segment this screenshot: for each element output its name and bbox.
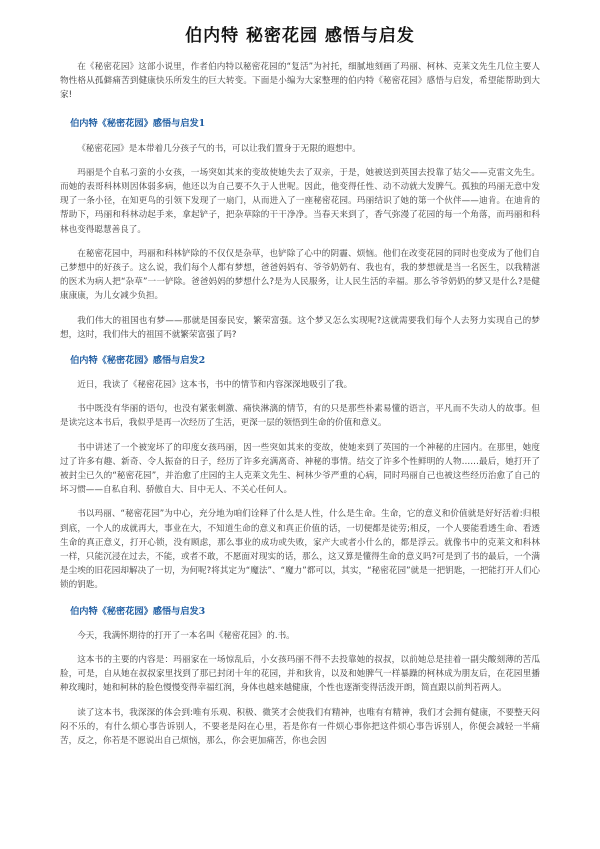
section3-paragraph-1: 今天，我满怀期待的打开了一本名叫《秘密花园》的.书。 [77,630,295,641]
section1-paragraph-1: 《秘密花园》是本带着几分孩子气的书，可以让我们置身于无限的遐想中。 [77,143,361,154]
section2-paragraph-2: 书中既没有华丽的语句，也没有紧张刺激、痛快淋漓的情节，有的只是那些朴素易懂的语言，平凡而不失动人的故事。但是读完这本书后，我似乎是再一次经历了生活，更深一层的领悟到生命的价值和意义。 [60,404,540,429]
section2-paragraph-1: 近日，我读了《秘密花园》这本书，书中的情节和内容深深地吸引了我。 [77,380,353,391]
section1-paragraph-2: 玛丽是个自私刁蛮的小女孩，一场突如其来的变故使她失去了双亲，于是，她被送到英国去投靠了姑父——克雷文先生。而她的表哥科林则因体弱多病，他还以为自己要不久于人世呢。因此，他变得任性、动不动就大发脾气。孤独的玛丽无意中发现了一条小径，在知更鸟的引领下发现了一扇门，从而进入了一座秘密花园。玛丽结识了她的第一个伙伴——迪肯。在迪肯的帮助下，玛丽和科林动起手来，拿起铲子，把杂草除的干干净净。当春天来到了，香气弥漫了花园的每一个角落，而玛丽和科林也变得聪慧善良了。 [60,167,540,235]
section2-paragraph-4: 书以玛丽、“秘密花园”为中心，充分地为咱们诠释了什么是人性，什么是生命。生命，它的意义和价值就是好好活着:归根到底，一个人的成就再大，事业在大，不知道生命的意义和真正价值的话，一切便都是徒劳;相反，一个人要能看透生命、看透生命的真正意义，打开心锁，没有顾虑，那么事业的成功或失败，家产大或者小什么的，都是浮云。就像书中的克莱文和科林一样，只能沉浸在过去，不能，或者不敢，不愿面对现实的话，那么，这又算是懂得生命的意义吗?可是到了书的最后，一个满是尘埃的旧花园却解决了一切，为何呢?将其定为“魔法”、“魔力”都可以，其实，“秘密花园”就是一把钥匙，一把能打开人们心锁的钥匙。 [60,509,540,591]
section-heading-2: 伯内特《秘密花园》感悟与启发2 [70,355,206,367]
section3-paragraph-2: 这本书的主要的内容是：玛丽家在一场惊乱后，小女孩玛丽不得不去投靠她的叔叔，以前她总是挂着一副尖酸刻薄的苦瓜脸，可是，自从她在叔叔家里找到了那已封闭十年的花园，并和狄肯，以及和她脾气一样暴躁的柯林成为朋友后，在花园里播种玫瑰时，她和柯林的脸色慢慢变得幸福红润，身体也越来越健康，个性也逐渐变得活泼开朗，简直跟以前判若两人。 [60,654,540,694]
section3-paragraph-3: 读了这本书，我深深的体会到:唯有乐观、积极、微笑才会使我们有精神，也唯有有精神，我们才会拥有健康，不要整天闷闷不乐的，有什么烦心事告诉别人，不要老是闷在心里，若是你有一件烦心事你把这件烦心事告诉别人，你便会减轻一半痛苦，反之，你若是不愿说出自己烦恼，那么，你会更加痛苦，你也会因 [60,707,540,746]
section-heading-1: 伯内特《秘密花园》感悟与启发1 [70,117,206,129]
section1-paragraph-4: 我们伟大的祖国也有梦——那就是国泰民安，繁荣富强。这个梦又怎么实现呢?这就需要我们每个人去努力实现自己的梦想，这时，我们伟大的祖国不就繁荣富强了吗? [60,315,540,340]
section2-paragraph-3: 书中讲述了一个被宠坏了的印度女孩玛丽，因一些突如其来的变故，使她来到了英国的一个神秘的庄园内。在那里，她度过了许多有趣、新奇、令人振奋的日子，经历了许多充满离奇、神秘的事情。结交了许多个性鲜明的人物……最后，她打开了被封尘已久的“秘密花园”，并治愈了庄园的主人克莱文先生、柯林少爷严重的心病，同时玛丽自己也被这些经历治愈了自己的坏习惯——自私自利、骄傲自大、目中无人、不关心任何人。 [60,442,540,496]
section1-paragraph-3: 在秘密花园中，玛丽和科林铲除的不仅仅是杂草，也铲除了心中的阴霾、烦恼。他们在改变花园的同时也变成为了他们自己梦想中的好孩子。这么说，我们每个人都有梦想，爸爸妈妈有、爷爷奶奶有、我也有，我的梦想就是当一名医生，以我精湛的医术为病人把“杂草”一一铲除。爸爸妈妈的梦想什么?是为人民服务，让人民生活的幸福。那么爷爷奶奶的梦又是什么?是健康康康，为儿女减少负担。 [60,248,540,302]
intro-paragraph: 在《秘密花园》这部小说里，作者伯内特以秘密花园的“复活”为衬托，细腻地刻画了玛丽、柯林、克莱文先生几位主要人物性格从孤僻痛苦到健康快乐所发生的巨大转变。下面是小编为大家整理的伯内特《秘密花园》感悟与启发，希望能帮助到大家! [60,62,540,101]
section-heading-3: 伯内特《秘密花园》感悟与启发3 [70,605,206,617]
page-title: 伯内特 秘密花园 感悟与启发 [185,26,415,46]
